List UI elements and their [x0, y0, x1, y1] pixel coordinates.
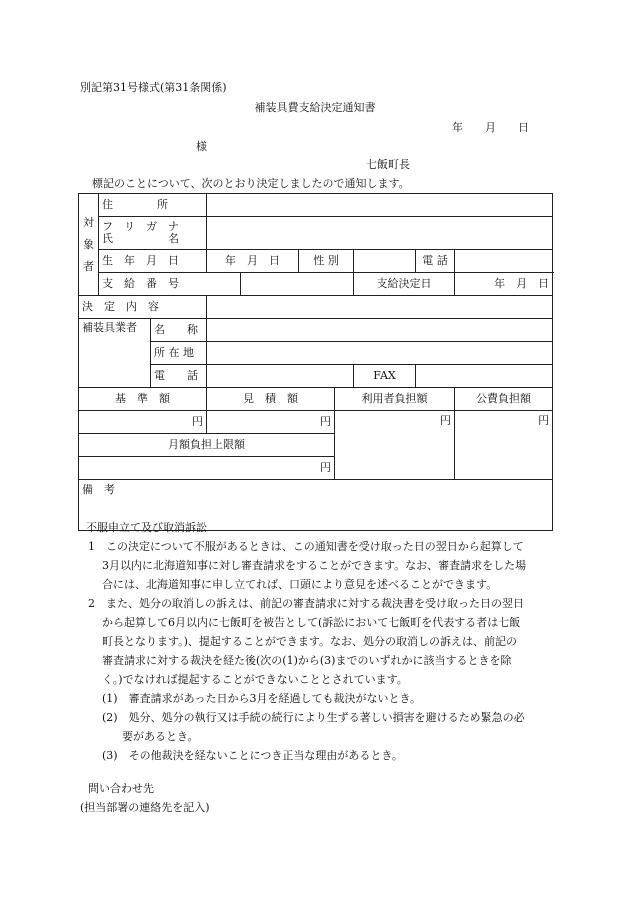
appeal-line: (1) 審査請求があった日から3月を経過しても裁決がないとき。: [102, 692, 422, 705]
form-label: 別記第31号様式(第31条関係): [80, 81, 227, 94]
decision-table: [78, 193, 553, 531]
monthly-limit-field[interactable]: 円: [79, 457, 335, 480]
issuer: 七飯町長: [366, 158, 410, 171]
public-burden-label: 公費負担額: [455, 388, 553, 411]
birthdate-field[interactable]: 年 月 日: [207, 250, 299, 273]
appeal-line: (2) 処分、処分の執行又は手続の続行により生ずる著しい損害を避けるため緊急の必: [102, 711, 525, 724]
phone-field[interactable]: [455, 250, 553, 273]
appeal-line: (3) その他裁決を経ないことにつき正当な理由があるとき。: [102, 749, 403, 762]
base-amount-label: 基 準 額: [79, 388, 207, 411]
subject-label: 対 象 者: [79, 194, 99, 296]
phone-label: 電 話: [416, 250, 455, 273]
appeal-line: 合には、北海道知事に申し立てれば、口頭により意見を述べることができます。: [102, 578, 498, 591]
contact-heading: 問い合わせ先: [88, 782, 154, 795]
address-label: 住 所: [99, 194, 207, 217]
vendor-name-label: 名 称: [151, 319, 207, 342]
gender-field[interactable]: [354, 250, 416, 273]
vendor-tel-label: 電 話: [151, 365, 207, 388]
gender-label: 性 別: [299, 250, 354, 273]
user-burden-field[interactable]: 円: [335, 411, 455, 480]
payment-date-field[interactable]: 年 月 日: [455, 273, 553, 296]
decision-field[interactable]: [207, 296, 553, 319]
document-title: 補装具費支給決定通知書: [254, 101, 376, 114]
address-field[interactable]: [207, 194, 553, 217]
appeal-line: から起算して6月以内に七飯町を被告として(訴訟において七飯町を代表する者は七飯: [102, 616, 521, 629]
appeal-line: 審査請求に対する裁決を経た後(次の(1)から(3)までのいずれかに該当するときを除: [102, 654, 512, 667]
appeal-line: 2 また、処分の取消しの訴えは、前記の審査請求に対する裁決書を受け取った日の翌日: [88, 597, 524, 610]
appeal-line: 要があるとき。: [122, 730, 199, 743]
vendor-address-field[interactable]: [207, 342, 553, 365]
monthly-limit-label: 月額負担上限額: [79, 434, 335, 457]
estimate-field[interactable]: 円: [207, 411, 335, 434]
payment-date-label: 支給決定日: [354, 273, 455, 296]
estimate-label: 見 積 額: [207, 388, 335, 411]
contact-note: (担当部署の連絡先を記入): [80, 801, 210, 814]
vendor-tel-field[interactable]: [207, 365, 354, 388]
fax-field[interactable]: [416, 365, 553, 388]
fax-label: FAX: [354, 365, 416, 388]
appeal-line: く。)でなければ提起することができないこととされています。: [102, 673, 408, 686]
vendor-address-label: 所 在 地: [151, 342, 207, 365]
intro-text: 標記のことについて、次のとおり決定しましたので通知します。: [92, 177, 410, 190]
appeal-heading: 不服申立て及び取消訴訟: [86, 521, 207, 534]
name-label: フ リ ガ ナ 氏 名: [99, 217, 207, 250]
addressee-suffix: 様: [196, 140, 207, 153]
appeal-notes: [80, 518, 560, 765]
payment-no-label: 支 給 番 号: [99, 273, 241, 296]
user-burden-label: 利用者負担額: [335, 388, 455, 411]
appeal-line: 3月以内に北海道知事に対し審査請求をすることができます。なお、審査請求をした場: [102, 559, 527, 572]
name-field[interactable]: [207, 217, 553, 250]
vendor-name-field[interactable]: [207, 319, 553, 342]
decision-label: 決 定 内 容: [79, 296, 207, 319]
base-amount-field[interactable]: 円: [79, 411, 207, 434]
date-line: 年 月 日: [452, 121, 529, 134]
remarks-label: 備 考: [82, 483, 115, 496]
public-burden-field[interactable]: 円: [455, 411, 553, 480]
birthdate-label: 生 年 月 日: [99, 250, 207, 273]
appeal-line: 1 この決定について不服があるときは、この通知書を受け取った日の翌日から起算して: [88, 540, 524, 553]
appeal-line: 町長となります。)、提起することができます。なお、処分の取消しの訴えは、前記の: [102, 635, 518, 648]
vendor-label: 補装具業者: [79, 319, 151, 388]
payment-no-field[interactable]: [241, 273, 354, 296]
